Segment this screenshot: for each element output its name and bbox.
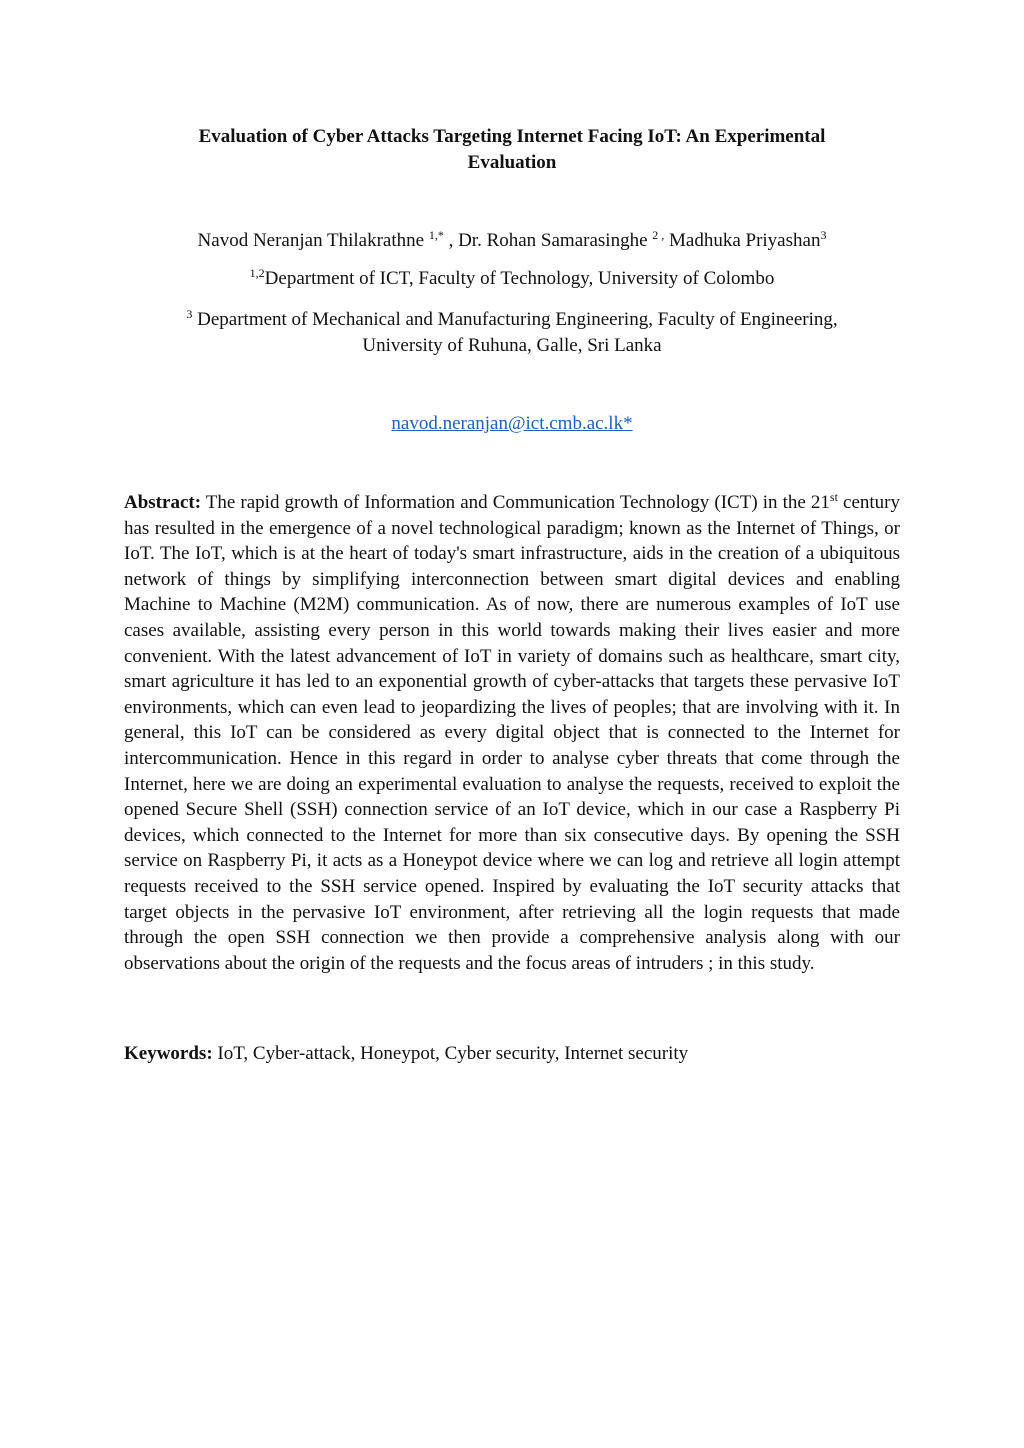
affiliation-1-text: Department of ICT, Faculty of Technology, University of Colombo [264, 268, 775, 289]
keywords-text: IoT, Cyber-attack, Honeypot, Cyber security, Internet security [212, 1043, 689, 1064]
affiliation-2 [124, 307, 900, 359]
abstract-section [124, 490, 900, 976]
author-list [124, 228, 900, 254]
keywords-section [124, 1041, 900, 1067]
author-1-affiliation-mark: 1,* [428, 228, 444, 242]
author-3-name: Madhuka Priyashan [664, 230, 821, 251]
affiliation-1-mark: 1,2 [249, 266, 265, 280]
author-3-affiliation-mark: 3 [820, 228, 827, 242]
contact-email [124, 411, 900, 437]
abstract-label: Abstract: [124, 492, 202, 513]
paper-title [124, 124, 900, 176]
affiliation-2-line-1: Department of Mechanical and Manufacturing Engineering, Faculty of Engineering, [192, 309, 838, 330]
email-link[interactable]: navod.neranjan@ict.cmb.ac.lk* [391, 413, 633, 434]
keywords-label: Keywords: [124, 1043, 213, 1064]
affiliation-1 [124, 266, 900, 292]
affiliation-2-mark: 3 [186, 307, 193, 321]
abstract-superscript: st [829, 490, 838, 504]
author-2-name: , Dr. Rohan Samarasinghe [443, 230, 653, 251]
author-1-name: Navod Neranjan Thilakrathne [197, 230, 429, 251]
abstract-text-part-2: century has resulted in the emergence of a novel technological paradigm; known as the Internet of Things, or IoT. The IoT, which is at the heart of today's smart infrastructure, aids in the creation of a ubiquitous network of things by simplifying interconnection between smart digital devices and enabling Machine to Machine (M2M) communication. As of now, there are numerous examples of IoT use cases available, assisting every person in this world towards making their lives easier and more convenient. With the latest advancement of IoT in variety of domains such as healthcare, smart city, smart agriculture it has led to an exponential growth of cyber-attacks that targets these pervasive IoT environments, which can even lead to jeopardizing the lives of peoples; that are involving with it. In general, this IoT can be considered as every digital object that is connected to the Internet for intercommunication. Hence in this regard in order to analyse cyber threats that come through the Internet, here we are doing an experimental evaluation to analyse the requests, received to exploit the opened Secure Shell (SSH) connection service of an IoT device, which in our case a Raspberry Pi devices, which connected to the Internet for more than six consecutive days. By opening the SSH service on Raspberry Pi, it acts as a Honeypot device where we can log and retrieve all login attempt requests received to the SSH service opened. Inspired by evaluating the IoT security attacks that target objects in the pervasive IoT environment, after retrieving all the login requests that made through the open SSH connection we then provide a comprehensive analysis along with our observations about the origin of the requests and the focus areas of intruders ; in this study. [124, 492, 900, 974]
author-2-affiliation-mark: 2 , [652, 228, 665, 242]
abstract-text-part-1: The rapid growth of Information and Communication Technology (ICT) in the 21 [201, 492, 830, 513]
title-line-2: Evaluation [467, 152, 557, 173]
affiliation-2-line-2: University of Ruhuna, Galle, Sri Lanka [362, 335, 662, 356]
title-line-1: Evaluation of Cyber Attacks Targeting Internet Facing IoT: An Experimental [198, 126, 826, 147]
